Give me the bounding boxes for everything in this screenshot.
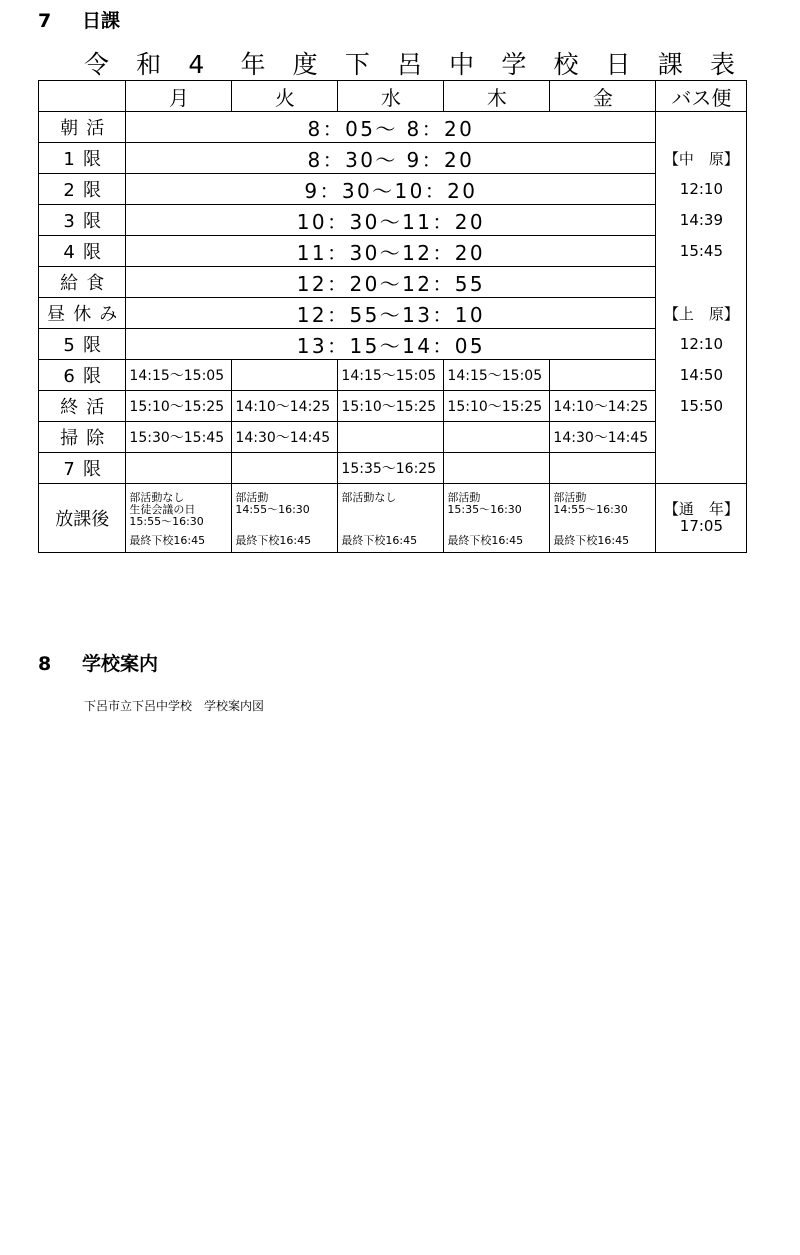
after-school-line: 部活動 [447, 491, 481, 504]
final-dismissal: 最終下校16:45 [341, 534, 418, 547]
after-school-line: 部活動なし [341, 491, 397, 504]
after-school-cell [444, 484, 550, 553]
bus-time [656, 422, 747, 453]
title-char: 下 [344, 50, 370, 79]
title-char: 表 [710, 50, 736, 79]
after-school-line: 部活動 [553, 491, 587, 504]
period-label: 5限 [39, 329, 126, 360]
period-time-cell: 14:30～14:45 [550, 422, 656, 453]
period-label: 2限 [39, 174, 126, 205]
title-char: 和 [136, 50, 162, 79]
final-dismissal: 最終下校16:45 [553, 534, 630, 547]
section-number: 7 [38, 10, 52, 32]
period-time-cell: 14:10～14:25 [550, 391, 656, 422]
bus-time: 12:10 [656, 329, 747, 360]
bus-time: 15:50 [656, 391, 747, 422]
no-class-cell [232, 453, 338, 484]
bus-time [656, 267, 747, 298]
title-char: 4 [188, 50, 205, 79]
period-time: 8：05～ 8：20 [126, 112, 656, 143]
after-school-line: 部活動なし [129, 491, 185, 504]
bus-time: 15:45 [656, 236, 747, 267]
bus-line: 17:05 [679, 517, 724, 535]
title-char: 令 [84, 50, 110, 79]
period-label: 放課後 [39, 484, 126, 553]
period-label: 7限 [39, 453, 126, 484]
bus-time: 14:39 [656, 205, 747, 236]
period-time-cell: 15:10～15:25 [338, 391, 444, 422]
final-dismissal: 最終下校16:45 [129, 534, 206, 547]
period-label: 4限 [39, 236, 126, 267]
no-class-cell [126, 453, 232, 484]
no-class-cell [232, 360, 338, 391]
bus-time: 12:10 [656, 174, 747, 205]
timetable-title [38, 50, 740, 80]
header-day: 金 [550, 81, 656, 112]
no-class-cell [444, 453, 550, 484]
after-school-line: 15:35～16:30 [447, 503, 522, 516]
period-time-cell: 15:10～15:25 [444, 391, 550, 422]
after-school-line: 14:55～16:30 [235, 503, 310, 516]
period-time: 9：30～10：20 [126, 174, 656, 205]
period-label: 給食 [39, 267, 126, 298]
no-class-cell [444, 422, 550, 453]
period-time: 12：20～12：55 [126, 267, 656, 298]
no-class-cell [338, 422, 444, 453]
final-dismissal: 最終下校16:45 [447, 534, 524, 547]
period-label: 昼休み [39, 298, 126, 329]
period-time: 12：55～13：10 [126, 298, 656, 329]
header-day: 月 [126, 81, 232, 112]
no-class-cell [550, 360, 656, 391]
title-char: 課 [657, 50, 683, 79]
section-title: 日課 [82, 10, 121, 32]
header-day: 水 [338, 81, 444, 112]
bus-time: 【上 原】 [656, 298, 747, 329]
period-label: 掃除 [39, 422, 126, 453]
period-label: 終活 [39, 391, 126, 422]
title-char: 度 [292, 50, 318, 79]
after-school-cell [550, 484, 656, 553]
title-char: 学 [501, 50, 527, 79]
period-time-cell: 14:10～14:25 [232, 391, 338, 422]
header-day: 火 [232, 81, 338, 112]
period-label: 1限 [39, 143, 126, 174]
title-char: 日 [605, 50, 631, 79]
period-time-cell: 14:30～14:45 [232, 422, 338, 453]
period-time-cell: 14:15～15:05 [126, 360, 232, 391]
bus-line: 【通 年】 [663, 500, 739, 518]
section-8-heading [38, 649, 158, 676]
bus-time [656, 112, 747, 143]
after-school-line: 部活動 [235, 491, 269, 504]
after-school-cell [232, 484, 338, 553]
period-time-cell: 15:35～16:25 [338, 453, 444, 484]
timetable [38, 80, 747, 553]
period-time-cell: 14:15～15:05 [338, 360, 444, 391]
after-school-cell [338, 484, 444, 553]
final-dismissal: 最終下校16:45 [235, 534, 312, 547]
school-map-caption: 下呂市立下呂中学校 学校案内図 [84, 699, 265, 713]
title-char: 校 [553, 50, 579, 79]
period-time: 11：30～12：20 [126, 236, 656, 267]
period-label: 6限 [39, 360, 126, 391]
after-school-cell [126, 484, 232, 553]
after-school-line: 15:55～16:30 [129, 515, 204, 528]
period-time: 10：30～11：20 [126, 205, 656, 236]
bus-time-yearround [656, 484, 747, 553]
period-time: 8：30～ 9：20 [126, 143, 656, 174]
header-day: 木 [444, 81, 550, 112]
after-school-line: 14:55～16:30 [553, 503, 628, 516]
bus-time: 【中 原】 [656, 143, 747, 174]
section-7-heading [38, 6, 120, 33]
period-time-cell: 14:15～15:05 [444, 360, 550, 391]
bus-time: 14:50 [656, 360, 747, 391]
period-time-cell: 15:10～15:25 [126, 391, 232, 422]
title-char: 中 [449, 50, 475, 79]
period-label: 3限 [39, 205, 126, 236]
no-class-cell [550, 453, 656, 484]
header-bus: バス便 [656, 81, 747, 112]
section-number: 8 [38, 653, 52, 675]
title-char: 呂 [397, 50, 423, 79]
header-corner [39, 81, 126, 112]
period-time-cell: 15:30～15:45 [126, 422, 232, 453]
title-char: 年 [240, 50, 266, 79]
after-school-line: 生徒会議の日 [129, 503, 196, 516]
bus-time [656, 453, 747, 484]
section-title: 学校案内 [82, 653, 159, 675]
period-time: 13：15～14：05 [126, 329, 656, 360]
period-label: 朝活 [39, 112, 126, 143]
